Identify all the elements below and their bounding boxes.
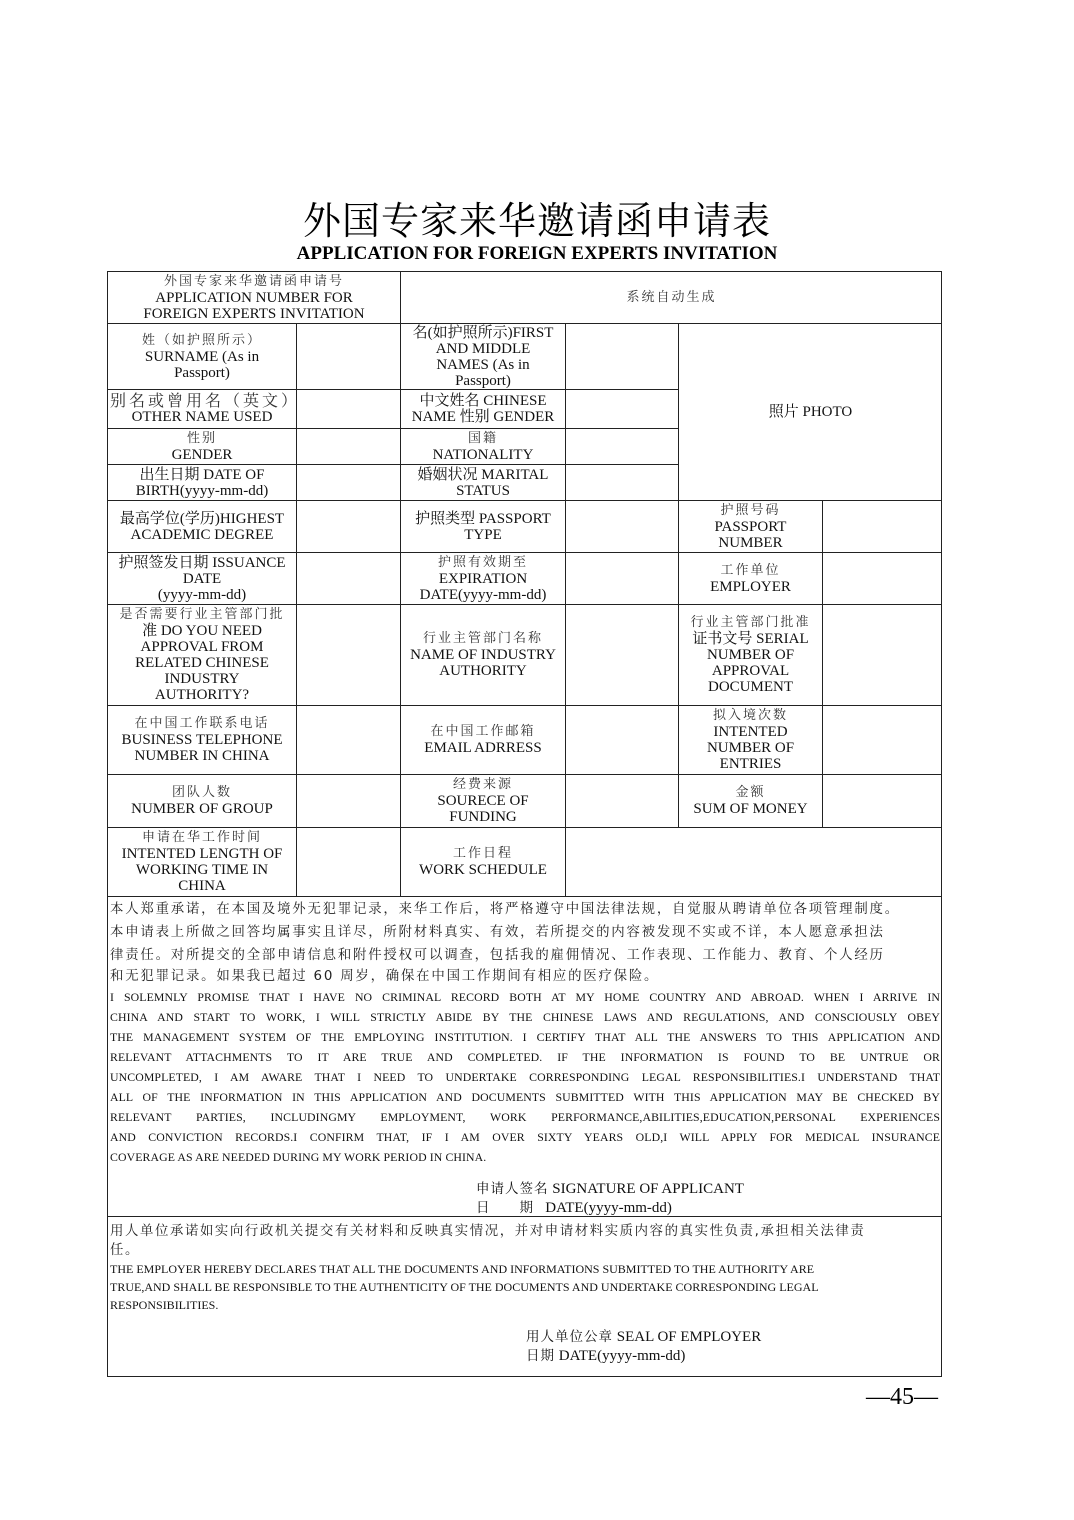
label-cn: 工作日程 (452, 846, 513, 861)
label-en: Passport) (174, 364, 230, 381)
declaration-en-line: THE MANAGEMENT SYSTEM OF THE EMPLOYING INSTITUTION. I CERTIFY THAT ALL THE ANSWERS TO THIS APPLICATION AND (110, 1030, 940, 1044)
marital-label (401, 465, 566, 501)
nationality-field[interactable] (566, 429, 679, 465)
label-en: NUMBER OF GROUP (131, 801, 273, 817)
declaration-cn-line: 本申请表上所做之回答均属事实且详尽，所附材料真实、有效，若所提交的内容被发现不实或不详，本人愿意承担法 (110, 925, 885, 940)
app-number-value (401, 272, 942, 324)
money-label (679, 775, 823, 828)
approval-serial-field[interactable] (823, 605, 942, 706)
label: DATE (182, 570, 222, 587)
label-cn: 在中国工作联系电话 (134, 716, 270, 731)
gender-label (108, 429, 297, 465)
app-number-label (108, 272, 401, 324)
label-en: NATIONALITY (432, 446, 534, 463)
signature-label-cn: 申请人签名 (476, 1181, 549, 1197)
label: NUMBER OF (706, 647, 795, 663)
label-en: SOURECE OF (437, 793, 529, 809)
label-cn: 申请在华工作时间 (141, 830, 262, 845)
label: TYPE (464, 526, 502, 543)
work-schedule-label (401, 828, 566, 897)
email-field[interactable] (566, 706, 679, 775)
issuance-date-field[interactable] (297, 553, 401, 605)
label-en: INTENTED LENGTH OF (121, 846, 283, 862)
label-en: EXPIRATION (438, 570, 528, 587)
label-en: WORK SCHEDULE (419, 862, 547, 878)
passport-type-field[interactable] (566, 501, 679, 553)
entries-field[interactable] (823, 706, 942, 775)
declaration-cn-line: 和无犯罪记录。如果我已超过 60 周岁，确保在中国工作期间有相应的医疗保险。 (110, 969, 660, 984)
label: 最高学位(学历)HIGHEST (119, 510, 285, 527)
label-cn: 在中国工作邮箱 (430, 724, 536, 739)
employer-declaration (108, 1216, 942, 1377)
passport-number-label (679, 501, 823, 553)
label-cn: 别名或曾用名（英文） (110, 391, 301, 410)
label-en: APPLICATION NUMBER FOR (155, 289, 353, 306)
label: INDUSTRY (164, 671, 240, 687)
declaration-en-line: AND CONVICTION RECORDS.I CONFIRM THAT, IF I AM OVER SIXTY YEARS OLD,I WILL APPLY FOR MEDICAL INSURANCE (110, 1130, 940, 1144)
label-cn: 护照号码 (720, 502, 781, 518)
working-time-field[interactable] (297, 828, 401, 897)
label-cn: 外国专家来华邀请函申请号 (163, 273, 344, 289)
seal-label-cn: 用人单位公章 (526, 1329, 613, 1345)
degree-label (108, 501, 297, 553)
email-label (401, 706, 566, 775)
date-label-en: DATE(yyyy-mm-dd) (545, 1200, 672, 1216)
group-size-label (108, 775, 297, 828)
label-cn: 工作单位 (720, 562, 781, 578)
applicant-declaration (108, 897, 942, 1217)
surname-label (108, 324, 297, 390)
employer-label (679, 553, 823, 605)
industry-authority-field[interactable] (566, 605, 679, 706)
label-cn: 姓（如护照所示） (141, 332, 262, 348)
label: ACADEMIC DEGREE (130, 526, 274, 543)
page-number: —45— (866, 1384, 938, 1410)
chinese-name-field[interactable] (566, 390, 679, 429)
label-en: DATE(yyyy-mm-dd) (419, 586, 547, 603)
employer-en-line: RESPONSIBILITIES. (110, 1298, 219, 1312)
label-cn: 护照有效期至 (437, 554, 528, 570)
label-en: SUM OF MONEY (693, 801, 808, 817)
label: 出生日期 DATE OF (139, 466, 265, 483)
page-title-en: APPLICATION FOR FOREIGN EXPERTS INVITATION (296, 243, 778, 264)
label: 婚姻状况 MARITAL (417, 466, 549, 483)
label-cn: 团队人数 (171, 785, 232, 800)
other-name-field[interactable] (297, 390, 401, 429)
dob-field[interactable] (297, 465, 401, 501)
label-en: GENDER (171, 446, 233, 463)
label-en: INTENTED (713, 724, 788, 740)
label-en: WORKING TIME IN (135, 862, 269, 878)
funding-field[interactable] (566, 775, 679, 828)
issuance-date-label (108, 553, 297, 605)
declaration-en-line: COVERAGE AS ARE NEEDED DURING MY WORK PERIOD IN CHINA. (110, 1150, 487, 1164)
label-en: AUTHORITY (439, 663, 527, 679)
employer-seal-block[interactable] (526, 1328, 761, 1366)
label-en: FUNDING (449, 809, 517, 825)
date-label-cn: 日 期 (476, 1200, 534, 1216)
declaration-en-line: RELEVANT PARTIES, INCLUDINGMY EMPLOYMENT, WORK PERFORMANCE,ABILITIES,EDUCATION,PERSONAL EXPERIENCES (110, 1110, 940, 1124)
declaration-cn-line: 律责任。对所提交的全部申请信息和附件授权可以调查，包括我的雇佣情况、工作表现、工作能力、教育、个人经历 (110, 948, 885, 963)
label-cn: 拟入境次数 (712, 708, 788, 723)
label: 中文姓名 CHINESE (419, 393, 547, 409)
label-cn: 国籍 (467, 430, 498, 446)
label: 护照签发日期 ISSUANCE (118, 554, 286, 571)
label-cn: 行业主管部门批准 (690, 615, 811, 630)
label-en: AND MIDDLE (435, 340, 531, 357)
label-en: NAME OF INDUSTRY (410, 647, 556, 663)
seal-date-label-cn: 日期 (526, 1348, 555, 1364)
label-en: BUSINESS TELEPHONE (121, 732, 283, 748)
label: 证书文号 SERIAL (692, 631, 809, 647)
declaration-en-line: I SOLEMNLY PROMISE THAT I HAVE NO CRIMINAL RECORD BOTH AT MY HOME COUNTRY AND ABROAD. WHEN I ARRIVE IN (110, 990, 940, 1004)
employer-cn-line: 任。 (110, 1243, 140, 1258)
label: APPROVAL (711, 663, 790, 679)
label: NAME 性别 GENDER (411, 409, 555, 425)
first-names-field[interactable] (566, 324, 679, 390)
funding-label (401, 775, 566, 828)
degree-field[interactable] (297, 501, 401, 553)
signature-label-en: SIGNATURE OF APPLICANT (552, 1181, 744, 1197)
label-en: NUMBER (718, 534, 783, 551)
working-time-label (108, 828, 297, 897)
label-en: CHINA (178, 878, 226, 894)
app-number-autogen: 系统自动生成 (626, 289, 717, 305)
label: 准 DO YOU NEED (142, 623, 262, 639)
declaration-cn-line: 本人郑重承诺，在本国及境外无犯罪记录，来华工作后，将严格遵守中国法律法规，自觉服从聘请单位各项管理制度。 (110, 902, 900, 917)
photo-label: 照片 PHOTO (768, 404, 853, 420)
dob-label (108, 465, 297, 501)
label: BIRTH(yyyy-mm-dd) (135, 482, 269, 499)
label-cn: 经费来源 (452, 777, 513, 792)
label-cn: 行业主管部门名称 (422, 631, 543, 646)
declaration-en-line: RELEVANT ATTACHMENTS TO IT ARE TRUE AND COMPLETED. IF THE INFORMATION IS FOUND TO BE UNTRUE OR (110, 1050, 940, 1064)
employer-field[interactable] (823, 553, 942, 605)
label-cn: 名(如护照所示)FIRST (412, 324, 554, 341)
label: DOCUMENT (708, 679, 793, 695)
applicant-signature-block[interactable] (476, 1180, 744, 1218)
label-cn: 是否需要行业主管部门批 (119, 607, 285, 622)
telephone-label (108, 706, 297, 775)
label-cn: 金额 (735, 785, 766, 800)
chinese-name-label (401, 390, 566, 429)
label-cn: 性别 (186, 430, 217, 446)
label-en: NAMES (As in (436, 356, 530, 373)
expiration-date-label (401, 553, 566, 605)
expiration-date-field[interactable] (566, 553, 679, 605)
label-en: PASSPORT (714, 518, 787, 535)
telephone-field[interactable] (297, 706, 401, 775)
label: RELATED CHINESE (135, 655, 269, 671)
money-field[interactable] (823, 775, 942, 828)
label-en: NUMBER IN CHINA (134, 748, 270, 764)
industry-authority-label (401, 605, 566, 706)
declaration-en-line: ALL OF THE INFORMATION IN THIS APPLICATION AND DOCUMENTS SUBMITTED WITH THIS APPLICATION MAY BE CHECKED BY (110, 1090, 940, 1104)
marital-field[interactable] (566, 465, 679, 501)
application-form-table (107, 271, 942, 1377)
label-en: EMPLOYER (710, 578, 791, 595)
label: STATUS (456, 482, 510, 499)
label-en: OTHER NAME USED (131, 409, 273, 425)
label-en: EMAIL ADRRESS (424, 740, 542, 756)
work-schedule-field[interactable] (566, 828, 942, 897)
passport-type-label (401, 501, 566, 553)
employer-en-line: TRUE,AND SHALL BE RESPONSIBLE TO THE AUTHENTICITY OF THE DOCUMENTS AND UNDERTAKE CORRESPONDING LEGAL (110, 1280, 819, 1294)
other-name-label (108, 390, 301, 429)
need-approval-field[interactable] (297, 605, 401, 706)
gender-field[interactable] (297, 429, 401, 465)
label-en: Passport) (455, 372, 511, 389)
declaration-en-line: CHINA AND START TO WORK, I WILL STRICTLY ABIDE BY THE CHINESE LAWS AND REGULATIONS, AND CONSCIOUSLY OBEY (110, 1010, 940, 1024)
first-names-label (401, 324, 566, 390)
group-size-field[interactable] (297, 775, 401, 828)
label-en: ENTRIES (719, 756, 782, 772)
entries-label (679, 706, 823, 775)
page-title-cn: 外国专家来华邀请函申请表 (302, 199, 771, 243)
employer-cn-line: 用人单位承诺如实向行政机关提交有关材料和反映真实情况，并对申请材料实质内容的真实性负责,承担相关法律责 (110, 1224, 866, 1239)
seal-date-label-en: DATE(yyyy-mm-dd) (558, 1348, 686, 1364)
label: 护照类型 PASSPORT (415, 510, 551, 527)
passport-number-field[interactable] (823, 501, 942, 553)
label: (yyyy-mm-dd) (157, 586, 247, 603)
label: APPROVAL FROM (140, 639, 264, 655)
approval-serial-label (679, 605, 823, 706)
label-en: NUMBER OF (706, 740, 795, 756)
seal-label-en: SEAL OF EMPLOYER (616, 1329, 762, 1345)
label-en: SURNAME (As in (144, 348, 260, 365)
employer-en-line: THE EMPLOYER HEREBY DECLARES THAT ALL THE DOCUMENTS AND INFORMATIONS SUBMITTED TO THE AUTHORITY ARE (110, 1262, 815, 1276)
need-approval-label (108, 605, 297, 706)
label-en: FOREIGN EXPERTS INVITATION (143, 305, 365, 322)
declaration-en-line: UNCOMPLETED, I AM AWARE THAT I NEED TO UNDERTAKE CORRESPONDING LEGAL RESPONSIBILITIES.I UNDERSTAND THAT (110, 1070, 940, 1084)
photo-box[interactable] (679, 324, 942, 501)
label: AUTHORITY? (154, 687, 250, 703)
nationality-label (401, 429, 566, 465)
surname-field[interactable] (297, 324, 401, 390)
